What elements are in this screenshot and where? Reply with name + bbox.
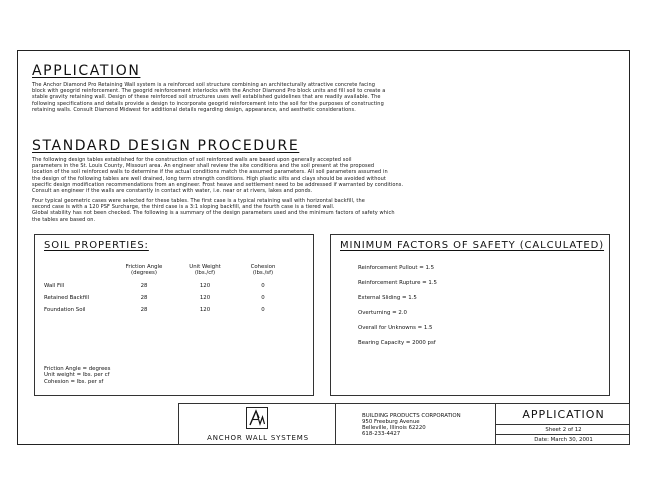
procedure-paragraph-1: The following design tables established for the construction of soil reinforced walls are based upon generally accepted soil parameters in the St. Louis County, Missouri area. An engineer shall review the site conditions and the soil present at the proposed location of the soil reinforced walls to determine if the actual conditions match the assumed parameters. All soil parameters assumed in the design of the following tables are well drained, long term strength conditions. High plastic silts and clays should be avoided without specific design modification recommendations from an engineer. Frost heave and settlement need to be addressed if warranted by conditions. Consult an engineer if the walls are constantly in contact with water, i.e. near or at rivers, lakes and ponds. <box>32 157 404 195</box>
row-label: Foundation Soil <box>44 307 86 313</box>
safety-item: External Sliding = 1.5 <box>358 295 417 301</box>
sheet-number: Sheet 2 of 12 <box>545 427 582 433</box>
row-unit-weight: 120 <box>199 307 211 313</box>
header-friction-angle: Friction Angle (degrees) <box>125 264 163 277</box>
row-unit-weight: 120 <box>199 295 211 301</box>
safety-item: Overall for Unknowns = 1.5 <box>358 325 433 331</box>
row-cohesion: 0 <box>261 283 265 289</box>
row-label: Wall Fill <box>44 283 65 289</box>
row-friction: 28 <box>140 283 148 289</box>
safety-item: Reinforcement Pullout = 1.5 <box>358 265 435 271</box>
soil-properties-title: SOIL PROPERTIES: <box>44 240 149 251</box>
title-block-address <box>335 403 496 445</box>
divider <box>496 424 629 425</box>
row-friction: 28 <box>140 307 148 313</box>
company-name: ANCHOR WALL SYSTEMS <box>207 434 309 442</box>
row-label: Retained Backfill <box>44 295 90 301</box>
header-cohesion: Cohesion (lbs./sf) <box>250 264 276 277</box>
procedure-paragraph-2: Four typical geometric cases were selected for these tables. The first case is a typical retaining wall with horizontal backfill, the second case is with a 120 PSF Surcharge, the third case is a 3:1 sloping backfill, and the fourth case is a tiered wall. Global stability has not been checked. The following is a summary of the design parameters used and the minimum factors of safety which the tables are based on. <box>32 198 395 223</box>
soil-properties-panel <box>34 234 314 396</box>
safety-item: Reinforcement Rupture = 1.5 <box>358 280 437 286</box>
row-cohesion: 0 <box>261 307 265 313</box>
sheet-date: Date: March 30, 2001 <box>534 437 593 443</box>
anchor-logo-icon <box>247 408 267 428</box>
header-unit-weight: Unit Weight (lbs./cf) <box>189 264 221 277</box>
sheet-title: APPLICATION <box>522 408 605 421</box>
safety-factors-panel <box>330 234 610 396</box>
title-block-sheet <box>495 403 630 445</box>
soil-notes: Friction Angle = degrees Unit weight = lbs. per cf Cohesion = lbs. per sf <box>44 366 111 385</box>
divider <box>496 434 629 435</box>
application-text: The Anchor Diamond Pro Retaining Wall system is a reinforced soil structure combining an architecturally attractive concrete facing block with geogrid reinforcement. The geogrid reinforcement interlocks with the Anchor Diamond Pro block units and fill soil to create a stable gravity retaining wall. Design of these reinforced soil structures uses well established guidelines that are readily available. The following specifications and details provide a design to incorporate geogrid reinforcement into the soil for the purposes of constructing retaining walls. Consult Diamond Midwest for additional details regarding design, appearance, and aesthetic considerations. <box>32 82 386 113</box>
procedure-heading: STANDARD DESIGN PROCEDURE <box>32 138 300 154</box>
application-heading: APPLICATION <box>32 63 141 79</box>
safety-item: Bearing Capacity = 2000 psf <box>358 340 436 346</box>
row-friction: 28 <box>140 295 148 301</box>
safety-item: Overturning = 2.0 <box>358 310 407 316</box>
anchor-logo <box>246 407 268 429</box>
row-unit-weight: 120 <box>199 283 211 289</box>
row-cohesion: 0 <box>261 295 265 301</box>
safety-factors-title: MINIMUM FACTORS OF SAFETY (CALCULATED) <box>340 240 605 251</box>
company-address: BUILDING PRODUCTS CORPORATION 950 Freeburg Avenue Belleville, Illinois 62220 618-233-4427 <box>362 413 461 437</box>
title-block-company <box>178 403 336 445</box>
